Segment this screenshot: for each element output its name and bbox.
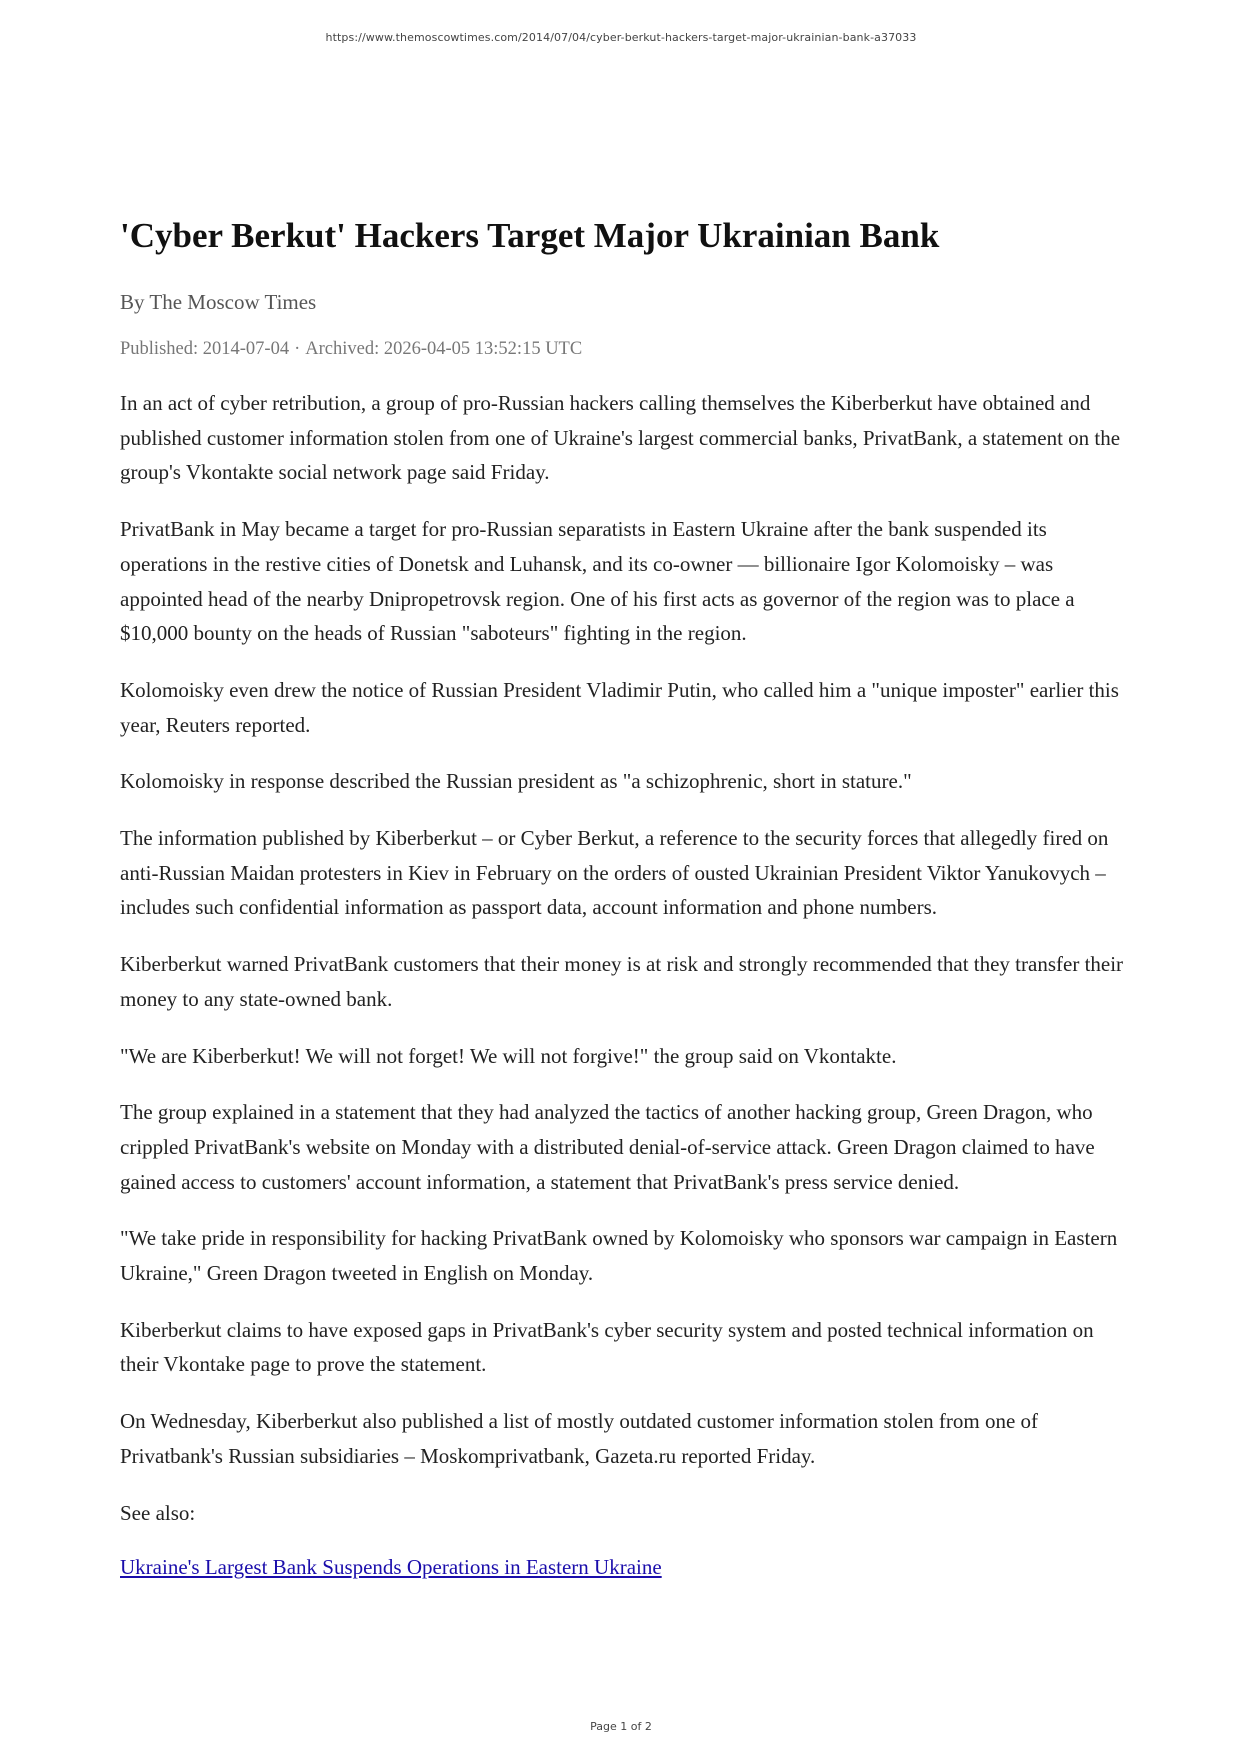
published-date: Published: 2014-07-04 (120, 339, 290, 359)
article (120, 212, 1130, 1585)
article-title: 'Cyber Berkut' Hackers Target Major Ukrainian Bank (120, 216, 940, 255)
archived-date: Archived: 2026-04-05 13:52:15 UTC (305, 339, 583, 359)
paragraph: The information published by Kiberberkut – or Cyber Berkut, a reference to the security forces that allegedly fired on anti-Russian Maidan protesters in Kiev in February on the orders of ousted Ukrainian President Viktor Yanukovych – includes such confidential information as passport data, account information and phone numbers. (120, 826, 1109, 920)
article-body (120, 386, 1130, 1585)
see-also-label: See also: (120, 1500, 196, 1525)
paragraph: Kolomoisky even drew the notice of Russian President Vladimir Putin, who called him a "unique imposter" earlier this year, Reuters reported. (120, 677, 1119, 737)
paragraph: "We are Kiberberkut! We will not forget! We will not forgive!" the group said on Vkontakte. (120, 1043, 897, 1068)
meta-separator: · (294, 339, 301, 359)
paragraph: Kiberberkut warned PrivatBank customers that their money is at risk and strongly recommended that they transfer their money to any state-owned bank. (120, 952, 1124, 1011)
paragraph: On Wednesday, Kiberberkut also published a list of mostly outdated customer information stolen from one of Privatbank's Russian subsidiaries – Moskomprivatbank, Gazeta.ru reported Friday. (120, 1409, 1039, 1468)
paragraph: Kiberberkut claims to have exposed gaps in PrivatBank's cyber security system and posted technical information on their Vkontake page to prove the statement. (120, 1317, 1094, 1377)
paragraph: PrivatBank in May became a target for pro-Russian separatists in Eastern Ukraine after the bank suspended its operations in the restive cities of Donetsk and Luhansk, and its co-owner — billionaire Igor Kolomoisky – was appointed head of the nearby Dnipropetrovsk region. One of his first acts as governor of the region was to place a $10,000 bounty on the heads of Russian "saboteurs" fighting in the region. (120, 517, 1075, 646)
paragraph: Kolomoisky in response described the Russian president as "a schizophrenic, short in stature." (120, 769, 912, 794)
related-article-link[interactable]: Ukraine's Largest Bank Suspends Operations in Eastern Ukraine (120, 1555, 662, 1580)
source-url: https://www.themoscowtimes.com/2014/07/04/cyber-berkut-hackers-target-major-ukrainian-bank-a37033 (325, 31, 917, 44)
article-meta (120, 335, 1130, 363)
paragraph: The group explained in a statement that they had analyzed the tactics of another hacking group, Green Dragon, who crippled PrivatBank's website on Monday with a distributed denial-of-service attack. Green Dragon claimed to have gained access to customers' account information, a statement that PrivatBank's press service denied. (120, 1100, 1095, 1194)
paragraph: In an act of cyber retribution, a group of pro-Russian hackers calling themselves the Kiberberkut have obtained and published customer information stolen from one of Ukraine's largest commercial banks, PrivatBank, a statement on the group's Vkontakte social network page said Friday. (120, 391, 1121, 485)
paragraph: "We take pride in responsibility for hacking PrivatBank owned by Kolomoisky who sponsors war campaign in Eastern Ukraine," Green Dragon tweeted in English on Monday. (120, 1226, 1118, 1286)
page-indicator: Page 1 of 2 (590, 1720, 652, 1733)
article-byline: By The Moscow Times (120, 290, 317, 314)
